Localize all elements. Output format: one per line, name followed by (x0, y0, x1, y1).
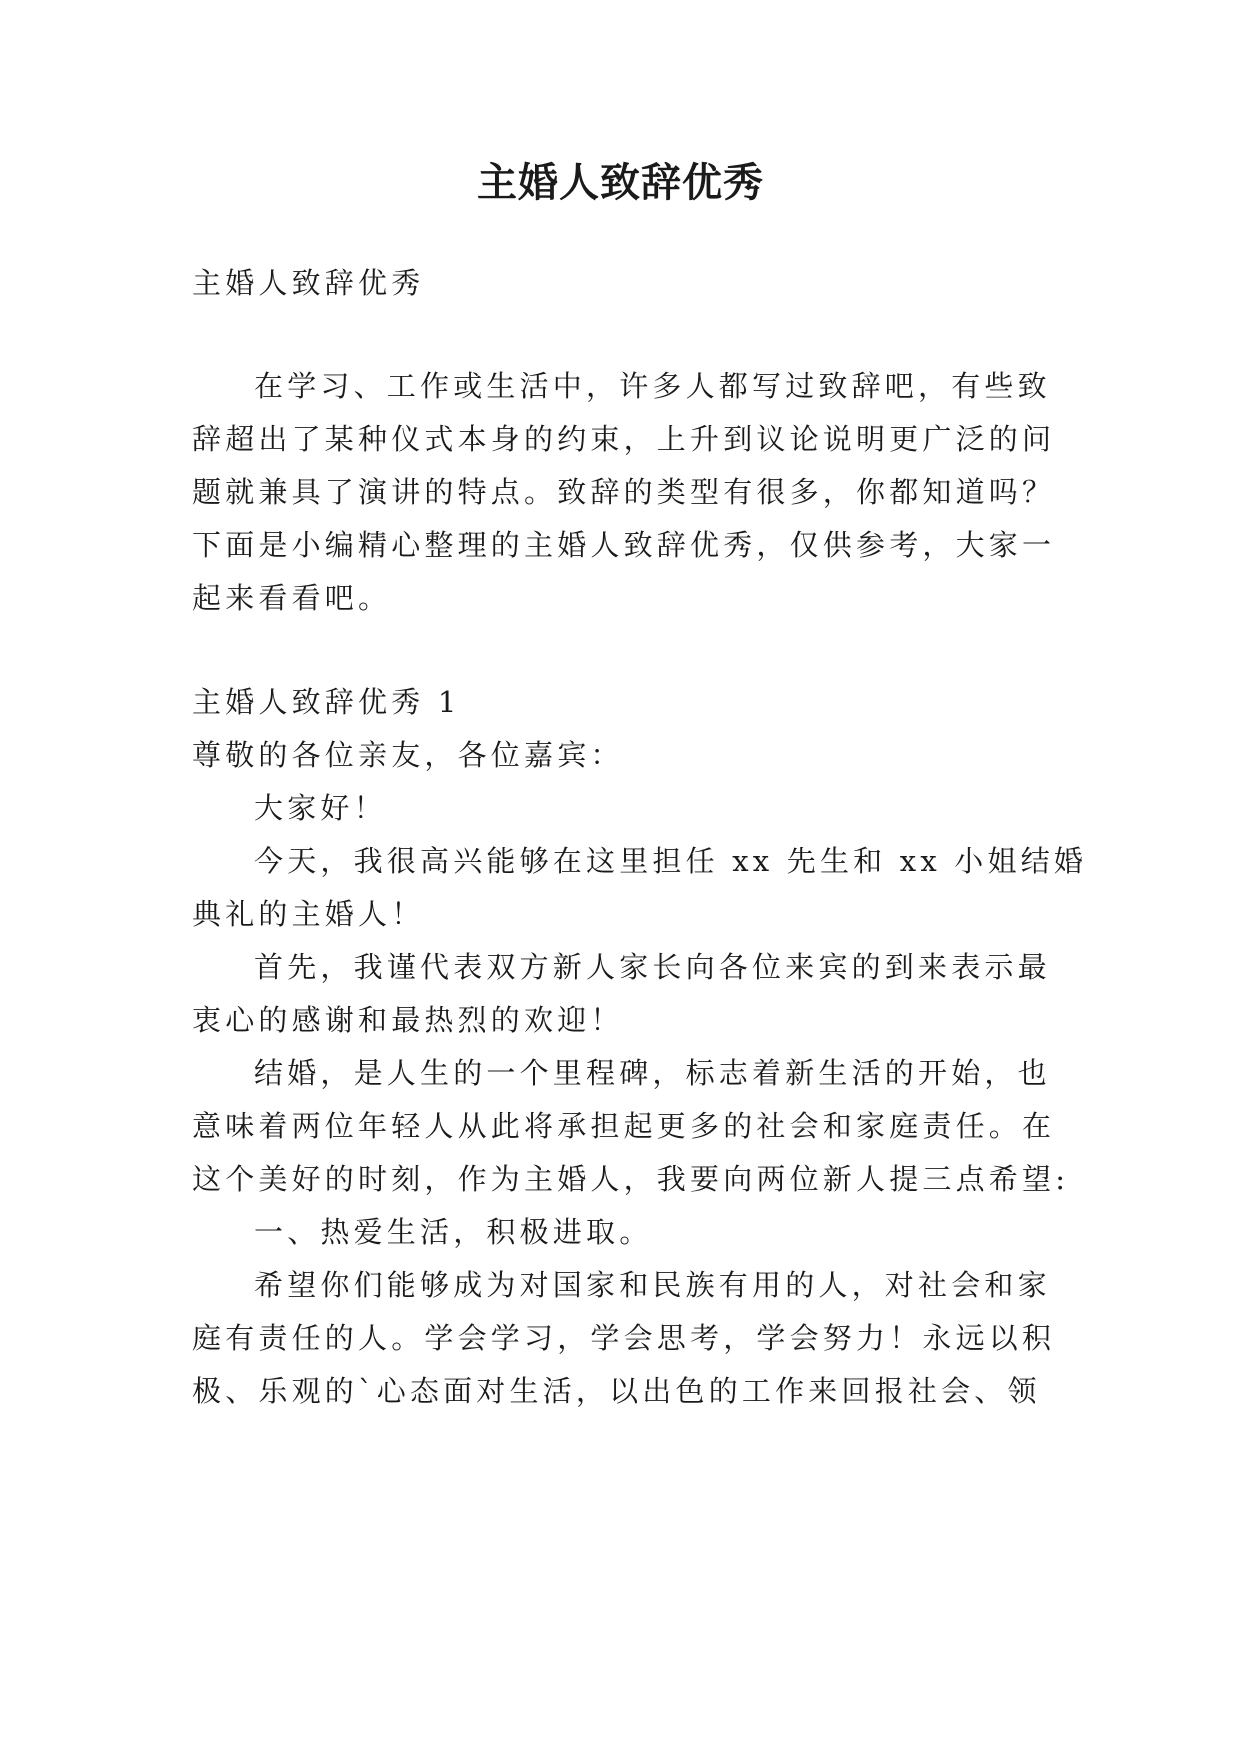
intro-line: 下面是小编精心整理的主婚人致辞优秀，仅供参考，大家一 (192, 528, 1056, 562)
intro-line: 起来看看吧。 (192, 581, 392, 615)
intro-line: 在学习、工作或生活中，许多人都写过致辞吧，有些致 (254, 369, 1051, 403)
intro-line: 辞超出了某种仪式本身的约束，上升到议论说明更广泛的问 (192, 422, 1056, 456)
body-line: 庭有责任的人。学会学习，学会思考，学会努力！永远以积 (192, 1321, 1056, 1355)
body-line: 今天，我很高兴能够在这里担任 xx 先生和 xx 小姐结婚 (254, 844, 1088, 878)
body-line: 这个美好的时刻，作为主婚人，我要向两位新人提三点希望: (192, 1162, 1070, 1196)
body-line: 希望你们能够成为对国家和民族有用的人，对社会和家 (254, 1268, 1051, 1302)
section-heading: 主婚人致辞优秀 1 (192, 685, 461, 719)
body-line: 衷心的感谢和最热烈的欢迎！ (192, 1003, 624, 1037)
intro-line: 题就兼具了演讲的特点。致辞的类型有很多，你都知道吗？ (192, 475, 1056, 509)
document-subtitle: 主婚人致辞优秀 (192, 266, 425, 300)
body-line: 结婚，是人生的一个里程碑，标志着新生活的开始，也 (254, 1056, 1051, 1090)
body-line: 典礼的主婚人！ (192, 897, 425, 931)
salutation: 尊敬的各位亲友，各位嘉宾： (192, 738, 624, 772)
body-line: 大家好！ (254, 791, 387, 825)
body-line: 首先，我谨代表双方新人家长向各位来宾的到来表示最 (254, 950, 1051, 984)
document-title: 主婚人致辞优秀 (477, 159, 764, 206)
body-line: 极、乐观的`心态面对生活，以出色的工作来回报社会、领 (192, 1374, 1041, 1408)
body-line: 一、热爱生活，积极进取。 (254, 1215, 653, 1249)
body-line: 意味着两位年轻人从此将承担起更多的社会和家庭责任。在 (192, 1109, 1056, 1143)
